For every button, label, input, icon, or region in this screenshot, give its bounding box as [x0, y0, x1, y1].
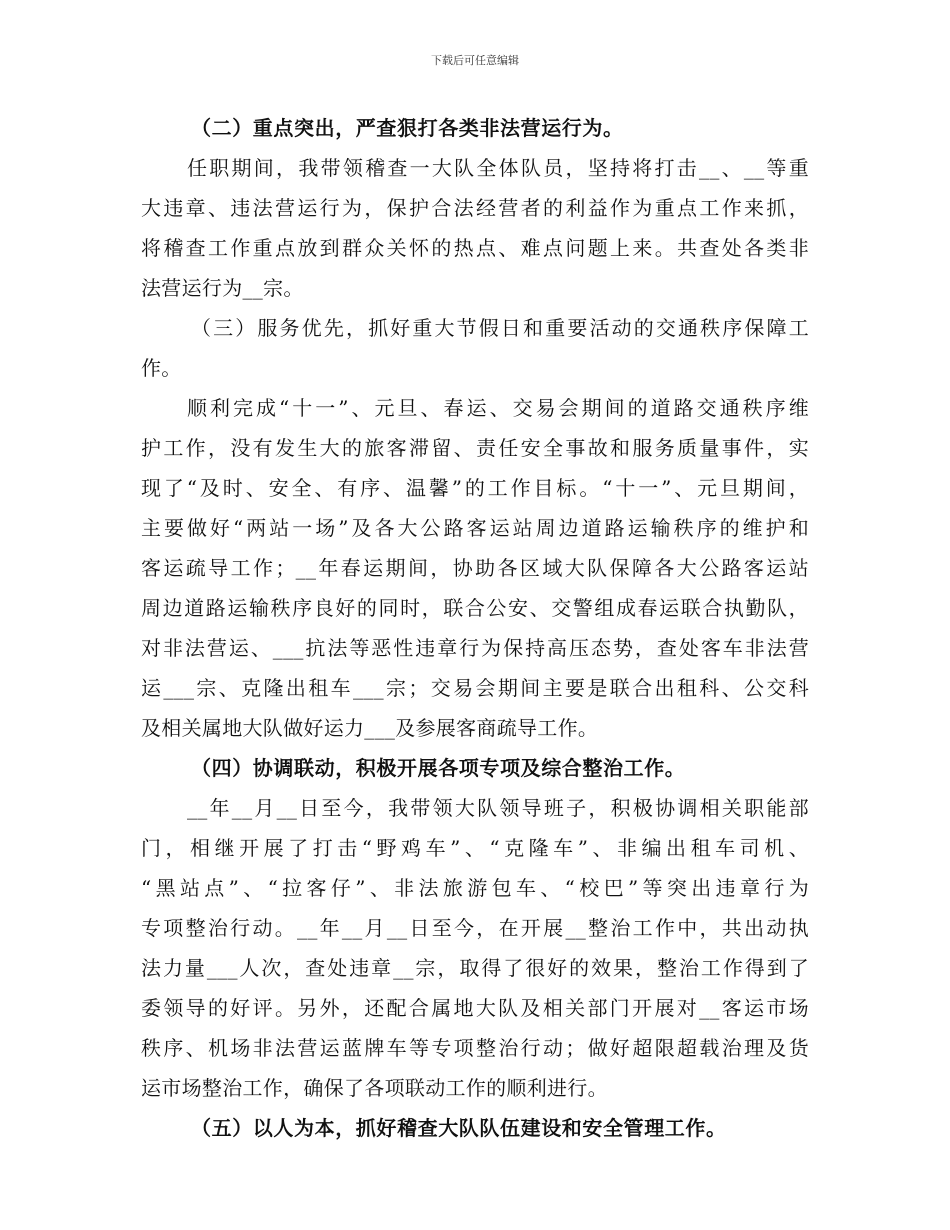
paragraph-line: 顺利完成“十一”、元旦、春运、交易会期间的道路交通秩序维 — [187, 396, 809, 420]
paragraph-line: 专项整治行动。__年__月__日至今，在开展__整治工作中，共出动执 — [141, 916, 809, 940]
paragraph-line: 大违章、违法营运行为，保护合法经营者的利益作为重点工作来抓， — [141, 196, 809, 220]
section-heading-3: （三）服务优先，抓好重大节假日和重要活动的交通秩序保障工 — [191, 316, 809, 340]
paragraph-line: 秩序、机场非法营运蓝牌车等专项整治行动；做好超限超载治理及货 — [141, 1036, 809, 1060]
paragraph-line: 客运疏导工作；__年春运期间，协助各区域大队保障各大公路客运站 — [141, 556, 809, 580]
paragraph-line: 及相关属地大队做好运力___及参展客商疏导工作。 — [141, 716, 599, 740]
paragraph-line: 运市场整治工作，确保了各项联动工作的顺利进行。 — [141, 1076, 608, 1100]
paragraph-line: 法营运行为__宗。 — [141, 276, 304, 300]
paragraph-line: 对非法营运、___抗法等恶性违章行为保持高压态势，查处客车非法营 — [141, 636, 809, 660]
paragraph-line: 任职期间，我带领稽查一大队全体队员，坚持将打击__、__等重 — [187, 156, 809, 180]
section-heading-3-cont: 作。 — [141, 356, 182, 380]
paragraph-line: 现了“及时、安全、有序、温馨”的工作目标。“十一”、元旦期间， — [141, 476, 809, 500]
section-heading-2: （二）重点突出，严查狠打各类非法营运行为。 — [191, 116, 624, 140]
paragraph-line: 委领导的好评。另外，还配合属地大队及相关部门开展对__客运市场 — [141, 996, 809, 1020]
paragraph-line: “黑站点”、“拉客仔”、非法旅游包车、“校巴”等突出违章行为 — [141, 876, 809, 900]
document-body — [141, 108, 809, 1148]
paragraph-line: 法力量___人次，查处违章__宗，取得了很好的效果，整治工作得到了 — [141, 956, 809, 980]
paragraph-line: 运___宗、克隆出租车___宗；交易会期间主要是联合出租科、公交科 — [141, 676, 809, 700]
paragraph-line: 护工作，没有发生大的旅客滞留、责任安全事故和服务质量事件，实 — [141, 436, 809, 460]
paragraph-line: 周边道路运输秩序良好的同时，联合公安、交警组成春运联合执勤队， — [141, 596, 809, 620]
section-heading-5: （五）以人为本，抓好稽查大队队伍建设和安全管理工作。 — [191, 1116, 727, 1140]
paragraph-line: __年__月__日至今，我带领大队领导班子，积极协调相关职能部 — [187, 796, 809, 820]
paragraph-line: 门，相继开展了打击“野鸡车”、“克隆车”、非编出租车司机、 — [141, 836, 809, 860]
section-heading-4: （四）协调联动，积极开展各项专项及综合整治工作。 — [191, 756, 686, 780]
paragraph-line: 将稽查工作重点放到群众关怀的热点、难点问题上来。共查处各类非 — [141, 236, 809, 260]
paragraph-line: 主要做好“两站一场”及各大公路客运站周边道路运输秩序的维护和 — [141, 516, 809, 540]
page-header: 下载后可任意编辑 — [431, 54, 519, 67]
